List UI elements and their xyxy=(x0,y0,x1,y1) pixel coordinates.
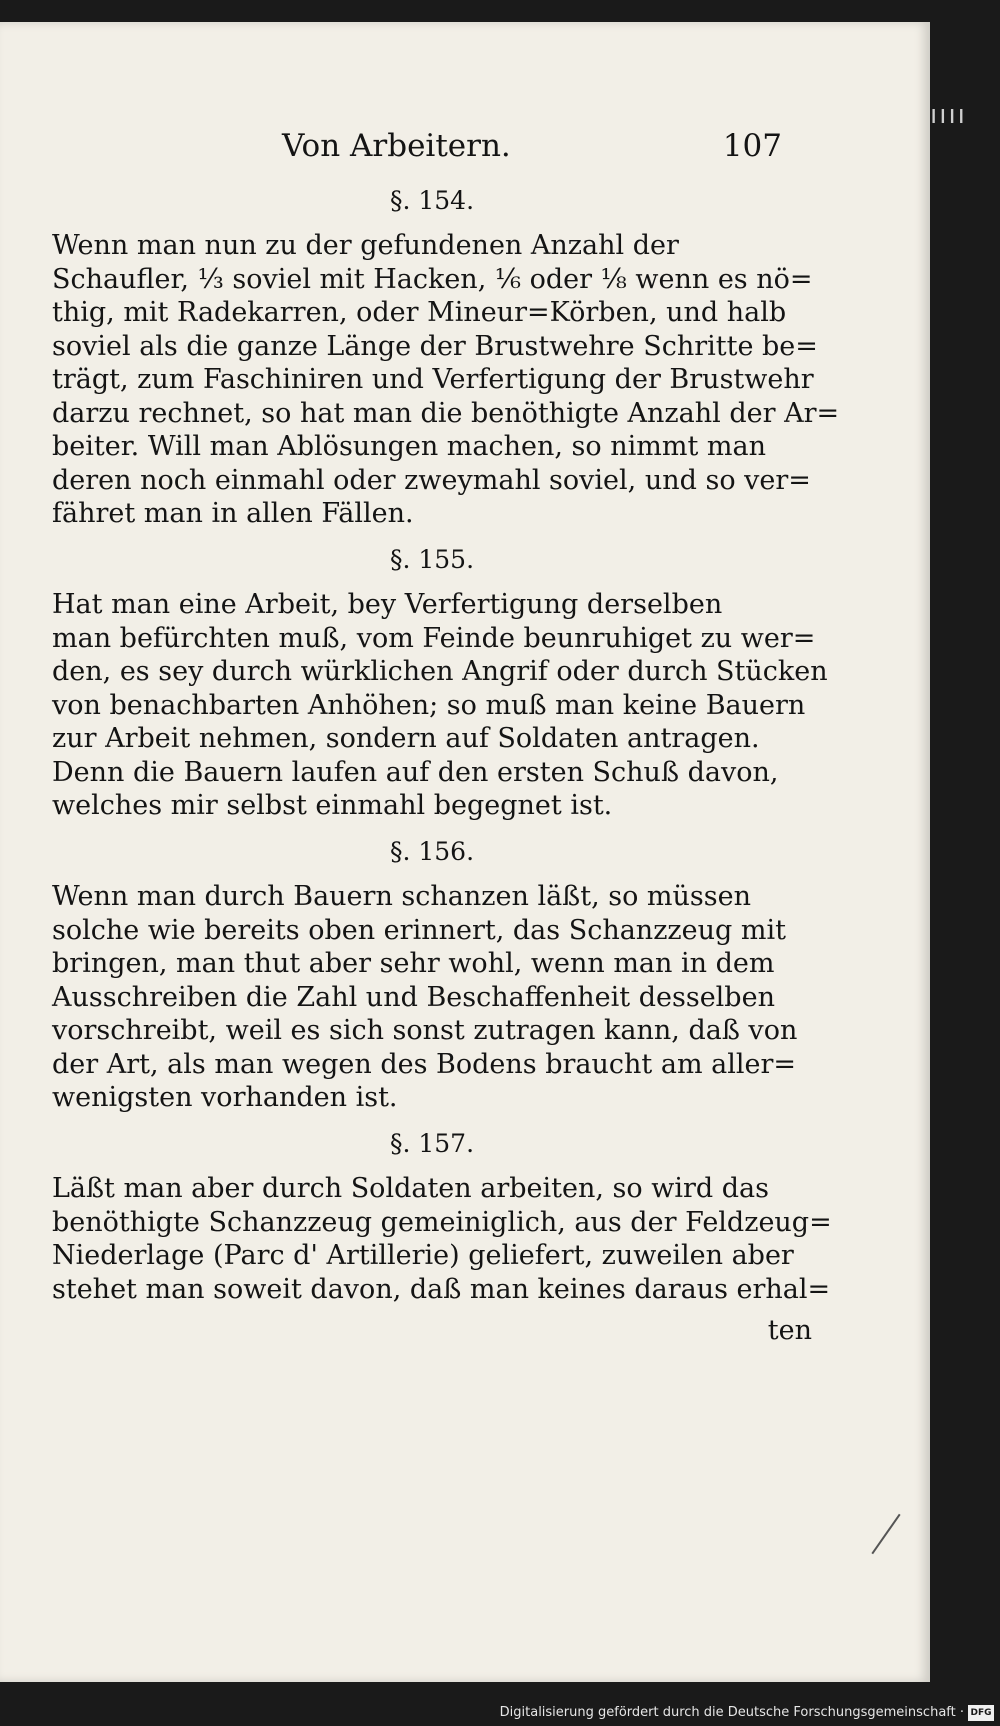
text-line: deren noch einmahl oder zweymahl soviel, und so ver= xyxy=(52,464,811,496)
page-text xyxy=(52,128,840,1348)
text-line: wenigsten vorhanden ist. xyxy=(52,1082,398,1113)
text-line: Läßt man aber durch Soldaten arbeiten, so wird das xyxy=(52,1173,769,1204)
section-paragraph xyxy=(52,1172,832,1306)
text-line: von benachbarten Anhöhen; so muß man keine Bauern xyxy=(52,689,806,721)
text-line: Niederlage (Parc d' Artillerie) geliefert, zuweilen aber xyxy=(52,1240,794,1271)
text-line: soviel als die ganze Länge der Brustwehre Schritte be= xyxy=(52,330,818,362)
text-line: Schaufler, ⅓ soviel mit Hacken, ⅙ oder ⅛ wenn es nö= xyxy=(52,263,813,295)
text-line: zur Arbeit nehmen, sondern auf Soldaten antragen. xyxy=(52,723,760,754)
catchword: ten xyxy=(767,1315,812,1346)
text-line: bringen, man thut aber sehr wohl, wenn man in dem xyxy=(52,948,775,979)
section-paragraph xyxy=(52,588,828,823)
page-number: 107 xyxy=(722,128,782,164)
section-paragraph xyxy=(52,229,840,531)
text-line: Ausschreiben die Zahl und Beschaffenheit desselben xyxy=(52,981,775,1013)
section-heading: §. 155. xyxy=(389,544,475,574)
running-title: Von Arbeitern. xyxy=(282,128,511,164)
section-heading: §. 154. xyxy=(389,185,475,215)
text-line: fähret man in allen Fällen. xyxy=(52,498,414,529)
text-line: Wenn man durch Bauern schanzen läßt, so müssen xyxy=(52,881,751,912)
funding-credit: Digitalisierung gefördert durch die Deutsche Forschungsgemeinschaft · xyxy=(499,1705,964,1720)
sections-container xyxy=(52,184,840,1307)
text-line: benöthigte Schanzzeug gemeiniglich, aus der Feldzeug= xyxy=(52,1206,832,1238)
text-line: trägt, zum Faschiniren und Verfertigung der Brustwehr xyxy=(52,364,814,395)
text-line: Hat man eine Arbeit, bey Verfertigung derselben xyxy=(52,589,723,620)
text-line: man befürchten muß, vom Feinde beunruhiget zu wer= xyxy=(52,622,816,654)
text-line: beiter. Will man Ablösungen machen, so nimmt man xyxy=(52,431,766,462)
text-line: stehet man soweit davon, daß man keines daraus erhal= xyxy=(52,1273,831,1305)
text-line: welches mir selbst einmahl begegnet ist. xyxy=(52,790,613,821)
text-line: thig, mit Radekarren, oder Mineur=Körben, und halb xyxy=(52,297,787,328)
page-edge-marks: ıııı xyxy=(930,100,967,130)
section-paragraph xyxy=(52,880,812,1115)
dfg-logo: DFG xyxy=(968,1705,994,1721)
text-line: darzu rechnet, so hat man die benöthigte Anzahl der Ar= xyxy=(52,397,840,429)
text-line: Denn die Bauern laufen auf den ersten Schuß davon, xyxy=(52,756,779,788)
section-heading: §. 156. xyxy=(389,836,475,866)
text-line: den, es sey durch würklichen Angrif oder durch Stücken xyxy=(52,656,828,687)
running-head xyxy=(282,130,782,164)
text-line: der Art, als man wegen des Bodens braucht am aller= xyxy=(52,1048,797,1080)
text-line: vorschreibt, weil es sich sonst zutragen kann, daß von xyxy=(52,1015,798,1046)
section-heading: §. 157. xyxy=(389,1128,475,1158)
text-line: Wenn man nun zu der gefundenen Anzahl der xyxy=(52,230,679,261)
text-line: solche wie bereits oben erinnert, das Schanzzeug mit xyxy=(52,914,786,946)
